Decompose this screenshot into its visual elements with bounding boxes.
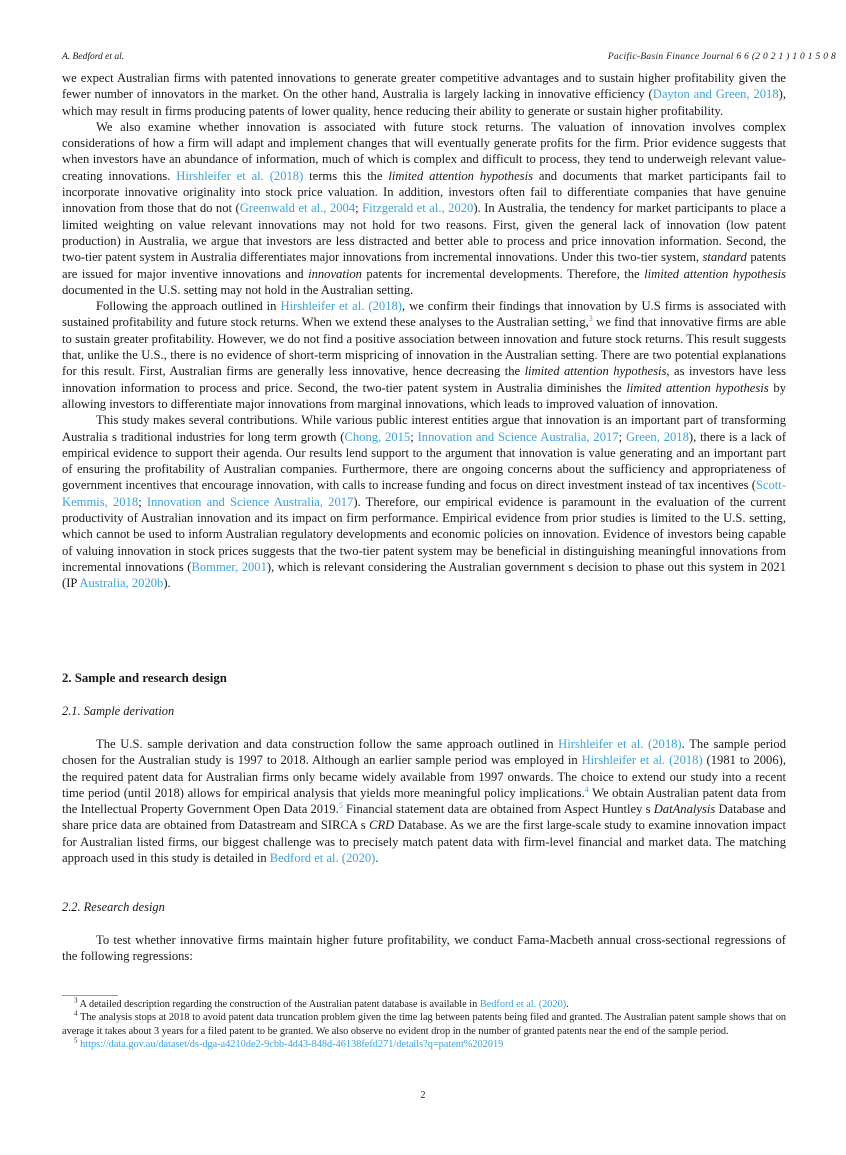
section-heading-2: 2. Sample and research design — [62, 671, 227, 685]
footnote-divider — [62, 995, 118, 996]
footnote-3: $^3$ A detailed description regarding the construction of the Australian patent database is available in Bedford et al. (2020). — [74, 996, 569, 1010]
footnotes — [62, 998, 786, 1052]
running-header-authors: A. Bedford et al. — [62, 52, 125, 62]
subsection-heading-2-1: 2.1. Sample derivation — [62, 704, 175, 718]
running-header-journal: Pacific-Basin Finance Journal 6 6 (2 0 2 1 ) 1 0 1 5 0 8 — [607, 52, 836, 62]
citation-link[interactable]: Hirshleifer et al. (2018) — [280, 299, 402, 314]
citation-link[interactable]: Chong, 2015 — [344, 429, 411, 444]
paragraph-sample-derivation: The U.S. sample derivation and data construction follow the same approach outlined in Hirshleifer et al. (2018). The sample period chosen for the Australian study is 1997 to 2018. Although an earlier sample period was employed in Hirshleifer et al. (2018) (1981 to 2006), the required patent data for Australian firms only became widely available from 1997 onwards. The choice to extend our study into a recent time period (until 2018) allows for empirical analysis that yields more meaningful policy implications.$^4$ We obtain Australian patent data from the Intellectual Property Government Open Data 2019.$^5$ Financial statement data are obtained from Aspect Huntley s DatAnalysis Database and share price data are obtained from Datastream and SIRCA s CRD Database. As we are the first large-scale study to examine innovation impact for Australian listed firms, our biggest challenge was to precisely match patent data with firm-level financial and market data. The matching approach used in this study is detailed in Bedford et al. (2020). — [62, 737, 786, 866]
paragraph-3: Following the approach outlined in Hirshleifer et al. (2018), we confirm their findings that innovation by U.S firms is associated with sustained profitability and future stock returns. When we extend these analyses to the Australian setting,$^3$ we find that innovative firms are able to sustain greater profitability. However, we do not find a positive association between innovation and future stock returns. This result suggests that, unlike the U.S., there is no evidence of short-term mispricing of innovation in the Australian setting. There are two potential explanations for this result. First, Australian firms are generally less innovative, hence decreasing the limited attention hypothesis, as investors have less innovation information to process and price. Second, the two-tier patent system in Australia diminishes the limited attention hypothesis by allowing investors to differentiate major innovations from marginal innovations, which leads to improved valuation of innovation. — [62, 299, 787, 411]
citation-link[interactable]: Australia, 2020b — [79, 576, 164, 591]
data-source-url-link[interactable]: https://data.gov.au/dataset/ds-dga-a4210de2-9cbb-4d43-848d-46138fefd271/details?q=patent%202019 — [80, 1039, 504, 1051]
paragraph-1: we expect Australian firms with patented innovations to generate greater competitive advantages and to sustain higher profitability given the fewer number of innovators in the market. On the other hand, Australia is largely lacking in innovative efficiency (Dayton and Green, 2018), which may result in firms producing patents of lower quality, hence reducing their ability to generate or sustain higher profitability. — [62, 71, 786, 118]
subsection-heading-2-2: 2.2. Research design — [62, 900, 165, 914]
citation-link[interactable]: Dayton and Green, 2018 — [652, 87, 779, 102]
footnote-4: $^4$ The analysis stops at 2018 to avoid patent data truncation problem given the time lag between patents being filed and granted. The Australian patent sample shows that on average it takes about 3 years for a filed patent to be granted. We also observe no evident drop in the number of granted patents near the end of the sample period. — [62, 1009, 786, 1037]
body-text-intro — [62, 70, 786, 592]
citation-link[interactable]: Hirshleifer et al. (2018) — [558, 737, 682, 751]
citation-link[interactable]: Green, 2018 — [625, 429, 689, 444]
footnote-5: $^5$ https://data.gov.au/dataset/ds-dga-a4210de2-9cbb-4d43-848d-46138fefd271/details?q=patent%202019 — [74, 1036, 504, 1051]
paragraph-research-design: To test whether innovative firms maintain higher future profitability, we conduct Fama-Macbeth annual cross-sectional regressions of the following regressions: — [62, 933, 786, 964]
citation-link[interactable]: Bedford et al. (2020) — [269, 851, 376, 866]
citation-link[interactable]: Fitzgerald et al., 2020 — [362, 201, 474, 216]
citation-link[interactable]: Innovation and Science Australia, 2017 — [146, 494, 354, 509]
paragraph-4: This study makes several contributions. While various public interest entities argue that innovation is an important part of transforming Australia s traditional industries for long term growth (Chong, 2015; Innovation and Science Australia, 2017; Green, 2018), there is a lack of empirical evidence to support their agenda. Our results lend support to the argument that innovation is value generating and an important part of ensuring the profitability of Australian companies. Furthermore, there are ongoing concerns about the sufficiency and appropriateness of government incentives that encourage innovation, with calls to increase funding and focus on direct investment instead of tax incentives (Scott-Kemmis, 2018; Innovation and Science Australia, 2017). Therefore, our empirical evidence is paramount in the evaluation of the current productivity of Australian innovation and its impact on firm performance. Empirical evidence from prior studies is limited to the U.S. setting, which cannot be used to inform Australian regulatory developments and economic policies on innovation. Evidence of investors being capable of valuing innovation in stock prices suggests that the two-tier patent system may be beneficial in distinguishing meaningful innovations from incremental innovations (Bommer, 2001), which is relevant considering the Australian government s decision to phase out this system in 2021 (IP Australia, 2020b). — [62, 413, 787, 591]
footnote-marker-5[interactable]: 5 — [338, 801, 343, 810]
page-number: 2 — [420, 1090, 426, 1101]
body-text-sample-derivation — [62, 736, 786, 866]
footnote-marker-3[interactable]: 3 — [588, 314, 593, 324]
citation-link[interactable]: Greenwald et al., 2004 — [239, 201, 356, 216]
paragraph-2: We also examine whether innovation is associated with future stock returns. The valuation of innovation involves complex considerations of how a firm will adapt and implement changes that will eventually generate profits for the firm. Prior evidence suggests that when investors have an abundance of information, much of which is complex and difficult to process, they tend to underweigh relevant value-creating innovations. Hirshleifer et al. (2018) terms this the limited attention hypothesis and documents that market participants fail to incorporate innovative originality into stock price valuation. In addition, investors often fail to differentiate companies that have genuine innovation from those that do not (Greenwald et al., 2004; Fitzgerald et al., 2020). In Australia, the tendency for market participants to place a limited weighting on value relevant innovations may not hold for two reasons. First, given the general lack of innovation (low patent production) in Australia, we argue that investors are less distracted and better able to process and price innovation information. Second, the two-tier patent system in Australia differentiates major innovations from incremental innovations. Under this two-tier system, standard patents are issued for major inventive innovations and innovation patents for incremental developments. Therefore, the limited attention hypothesis documented in the U.S. setting may not hold in the Australian setting. — [62, 119, 787, 297]
citation-link[interactable]: Scott-Kemmis, 2018 — [62, 478, 786, 509]
citation-link[interactable]: Hirshleifer et al. (2018) — [176, 168, 304, 183]
citation-link[interactable]: Bedford et al. (2020) — [479, 999, 567, 1010]
body-text-research-design — [62, 932, 786, 965]
citation-link[interactable]: Innovation and Science Australia, 2017 — [417, 429, 619, 444]
footnote-marker-4[interactable]: 4 — [584, 784, 589, 794]
citation-link[interactable]: Bommer, 2001 — [191, 559, 267, 574]
citation-link[interactable]: Hirshleifer et al. (2018) — [581, 753, 703, 768]
